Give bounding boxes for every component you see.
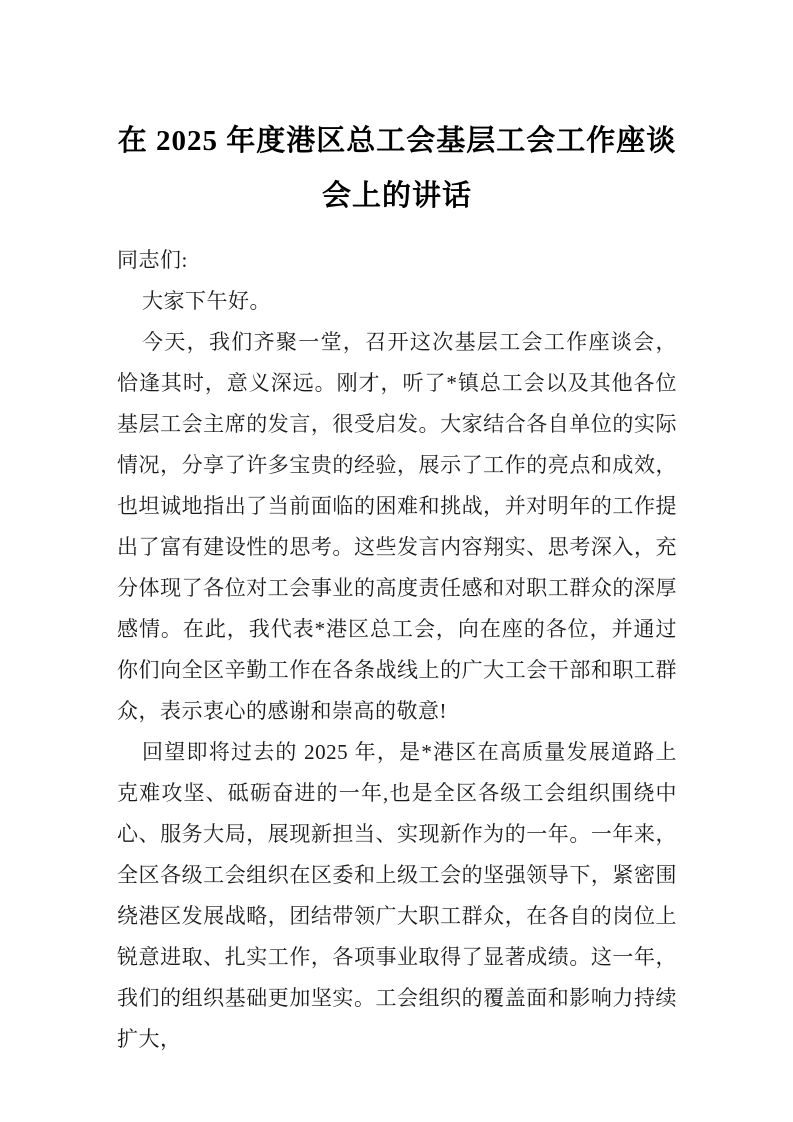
document-body bbox=[117, 240, 677, 1060]
greeting-line: 大家下午好。 bbox=[142, 289, 271, 313]
body-paragraph-year-review: 回望即将过去的 2025 年，是*港区在高质量发展道路上克难攻坚、砥砺奋进的一年,也是全区各级工会组织围绕中心、服务大局，展现新担当、实现新作为的一年。一年来，全区各级工会组织在区委和上级工会的坚强领导下，紧密围绕港区发展战略，团结带领广大职工群众，在各自的岗位上锐意进取、扎实工作，各项事业取得了显著成绩。这一年，我们的组织基础更加坚实。工会组织的覆盖面和影响力持续扩大， bbox=[117, 740, 677, 1051]
body-paragraph-opening: 今天，我们齐聚一堂，召开这次基层工会工作座谈会，恰逢其时，意义深远。刚才，听了*镇总工会以及其他各位基层工会主席的发言，很受启发。大家结合各自单位的实际情况，分享了许多宝贵的经验，展示了工作的亮点和成效，也坦诚地指出了当前面临的困难和挑战，并对明年的工作提出了富有建设性的思考。这些发言内容翔实、思考深入，充分体现了各位对工会事业的高度责任感和对职工群众的深厚感情。在此，我代表*港区总工会，向在座的各位，并通过你们向全区辛勤工作在各条战线上的广大工会干部和职工群众，表示衷心的感谢和崇高的敬意! bbox=[117, 330, 677, 723]
document-title: 在 2025 年度港区总工会基层工会工作座谈会上的讲话 bbox=[117, 125, 677, 212]
salutation-line: 同志们: bbox=[117, 248, 188, 272]
